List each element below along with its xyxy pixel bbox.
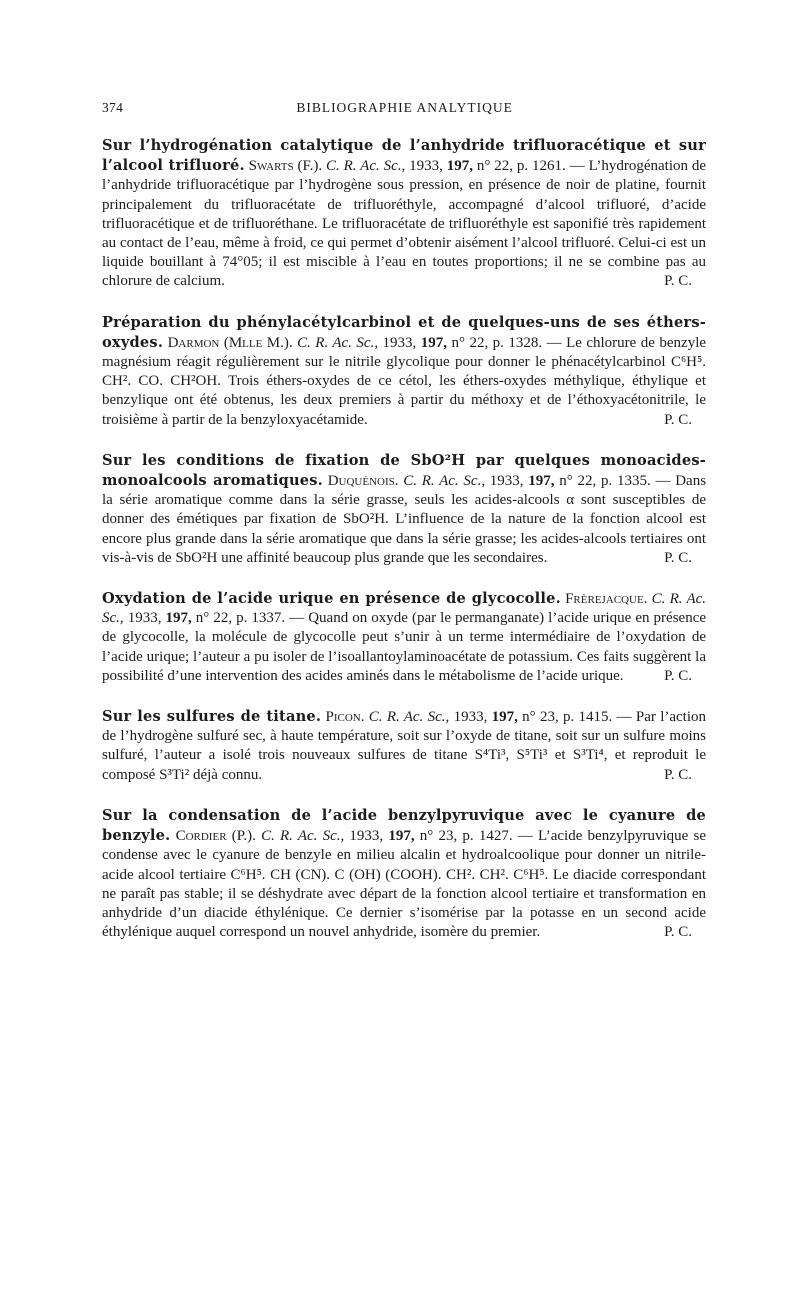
article-signature: P. C. <box>664 667 692 684</box>
article-volume: 197, <box>528 473 555 490</box>
article-entry <box>102 136 706 292</box>
page-number: 374 <box>102 100 124 115</box>
article-ref: n° 22, p. 1335. <box>554 473 651 490</box>
article-volume: 197, <box>388 828 415 845</box>
article-body: — Quand on oxyde (par le permanganate) l’acide urique en présence de glycocolle, la molécule de glycocolle peut s’unir à un terme intermédiaire de l’oxydation de l’acide urique; l’auteur a pu isoler de l’isoallantoylaminoacétate de potassium. Ces faits suggèrent la possibilité d’une intervention des acides aminés dans le métabolisme de l’acide urique. <box>102 610 707 684</box>
article-body: — L’hydrogénation de l’anhydride trifluoracétique par l’hydrogène sous pression, en présence de noir de platine, fournit principalement du trifluoracétate de trifluoréthyle, accompagné d’alcool trifluoré, d’acide trifluoracétique et de trifluoréthane. Le trifluoracétate de trifluoréthyle est saponifié très rapidement au contact de l’eau, même à froid, ce qui permet d’obtenir aisément l’alcool trifluoré. Celui-ci est un liquide bouillant à 74°05; il est miscible à l’eau en toutes proportions; il ne se combine pas au chlorure de calcium. <box>102 158 707 290</box>
article-entry <box>102 707 706 785</box>
article-author: Picon. <box>325 709 365 726</box>
article-volume: 197, <box>420 334 448 351</box>
running-head <box>102 100 706 116</box>
article-body: — L’acide benzylpyruvique se condense avec le cyanure de benzyle en milieu alcalin et hydroalcoolique pour donner un nitrile-acide alcool tertiaire C⁶H⁵. CH (CN). C (OH) (COOH). CH². CH². C⁶H⁵. Le diacide correspondant ne paraît pas stable; il se déshydrate avec départ de la fonction alcool tertiaire et transformation en anhydride d’un diacide éthylénique. Ce dernier s’isomérise par la potasse en un second acide éthylénique auquel correspond un nouvel anhydride, isomère du premier. <box>102 828 707 941</box>
article-journal: C. R. Ac. Sc., <box>326 158 406 175</box>
article-year: 1933, <box>449 709 492 726</box>
article-title: Sur la condensation de l’acide benzylpyruvique avec le cyanure de benzyle. <box>102 806 706 845</box>
article-ref: n° 23, p. 1415. <box>517 709 613 726</box>
article-signature: P. C. <box>664 924 692 941</box>
article-journal: C. R. Ac. Sc., <box>102 591 707 627</box>
article-volume: 197, <box>165 610 192 627</box>
article-body: — Dans la série aromatique comme dans la série grasse, seuls les acides-alcools α sont susceptibles de donner des émétiques par fixation de SbO²H. L’influence de la nature de la fonction alcool est encore plus grande dans la série aromatique que dans la série grasse; les acides-alcools tertiaires ont vis-à-vis de SbO²H une affinité beaucoup plus grande que les secondaires. <box>102 473 707 566</box>
article-journal: C. R. Ac. Sc., <box>261 828 345 845</box>
article-entry <box>102 806 706 942</box>
page <box>102 100 706 963</box>
article-signature: P. C. <box>664 766 692 783</box>
article-year: 1933, <box>405 158 447 175</box>
article-title: Sur les conditions de fixation de SbO²H par quelques monoacides-monoalcools aromatiques. <box>102 451 706 490</box>
article-volume: 197, <box>491 709 518 726</box>
article-title: Oxydation de l’acide urique en présence de glycocolle. <box>102 590 561 608</box>
article-entry <box>102 313 706 430</box>
article-journal: C. R. Ac. Sc., <box>368 709 450 726</box>
article-journal: C. R. Ac. Sc., <box>297 334 379 351</box>
article-body: — Le chlorure de benzyle magnésium réagit régulièrement sur le nitrile glycolique pour donner le phénacétylcarbinol C⁶H⁵. CH². CO. CH²OH. Trois éthers-oxydes de ce cétol, les éthers-oxydes méthylique, éthylique et benzylique ont été obtenus, les deux premiers à partir du méthoxy et de l’éthoxyacétonitrile, le troisième à partir de la benzyloxyacétamide. <box>102 334 707 428</box>
article-author: Darmon (Mlle M.). <box>167 334 293 351</box>
article-ref: n° 23, p. 1427. <box>414 828 513 845</box>
article-journal: C. R. Ac. Sc., <box>403 473 486 490</box>
article-year: 1933, <box>378 334 421 351</box>
article-author: Swarts (F.). <box>248 158 323 175</box>
article-signature: P. C. <box>664 273 692 290</box>
article-volume: 197, <box>446 158 474 175</box>
article-title: Sur les sulfures de titane. <box>102 708 322 726</box>
running-title: BIBLIOGRAPHIE ANALYTIQUE <box>296 100 513 115</box>
article-ref: n° 22, p. 1261. <box>473 158 566 175</box>
article-title: Sur l’hydrogénation catalytique de l’anhydride trifluoracétique et sur l’alcool trifluoré. <box>102 137 706 175</box>
article-author: Frèrejacque. <box>565 591 648 608</box>
article-year: 1933, <box>485 473 529 490</box>
article-ref: n° 22, p. 1337. <box>191 610 286 627</box>
article-body: — Par l’action de l’hydrogène sulfuré sec, à haute température, soit sur l’oxyde de titane, soit sur un sulfure moins sulfuré, l’auteur a isolé trois nouveaux sulfures de titane S⁴Ti³, S⁵Ti³ et S³Ti⁴, et reproduit le composé S³Ti² déjà connu. <box>102 709 707 783</box>
article-author: Cordier (P.). <box>175 828 256 845</box>
article-entry <box>102 589 706 686</box>
article-entry <box>102 451 706 568</box>
article-year: 1933, <box>344 828 389 845</box>
article-list <box>102 136 706 942</box>
article-title: Préparation du phénylacétylcarbinol et de quelques-uns de ses éthers-oxydes. <box>102 313 706 351</box>
article-year: 1933, <box>123 610 166 627</box>
article-author: Duquénois. <box>327 473 399 490</box>
article-signature: P. C. <box>664 411 692 428</box>
article-ref: n° 22, p. 1328. <box>447 334 543 351</box>
article-signature: P. C. <box>664 549 692 566</box>
